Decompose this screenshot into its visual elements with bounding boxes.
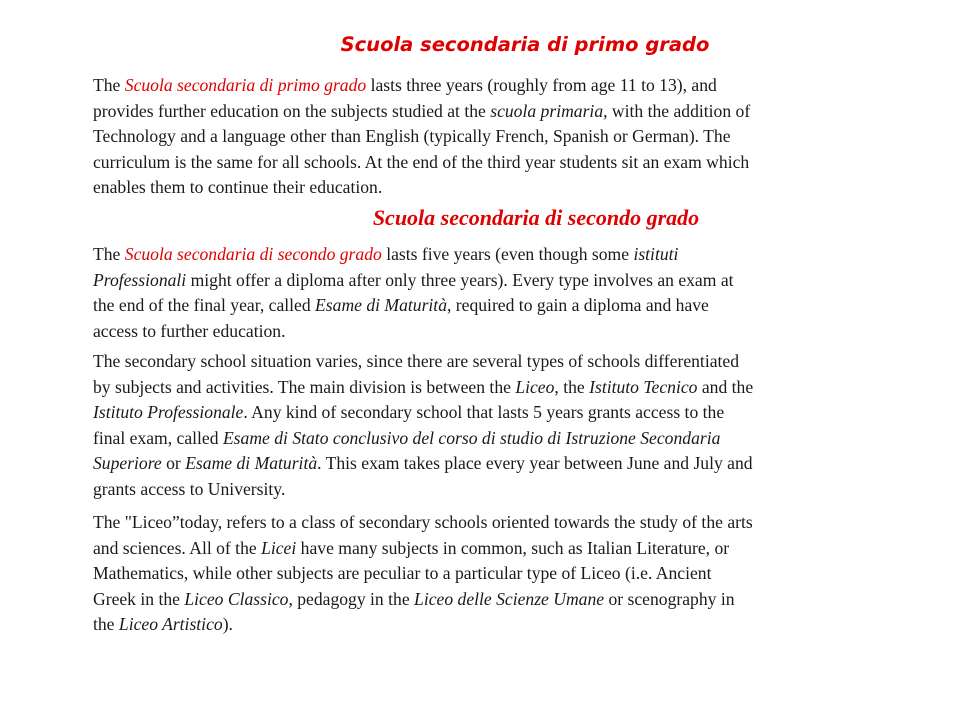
italic-term: Professionali <box>93 269 187 290</box>
italic-term: istituti <box>633 244 679 264</box>
heading-secondo-grado: Scuola secondaria di secondo grado <box>372 205 700 230</box>
text-line <box>93 400 913 426</box>
text-line <box>93 536 913 562</box>
italic-term: Liceo delle Scienze Umane <box>414 588 605 609</box>
text-line: The secondary school situation varies, since there are several types of schools differentiated <box>93 351 740 371</box>
text-span: lasts three years (roughly from age 11 to 13), and <box>366 75 717 95</box>
text-line <box>93 451 913 477</box>
text-line <box>93 612 913 638</box>
text-line: Mathematics, while other subjects are peculiar to a particular type of Liceo (i.e. Ancient <box>93 563 712 583</box>
italic-term: Licei <box>261 537 297 558</box>
text-span: , pedagogy in the <box>288 588 415 609</box>
text-line <box>93 293 913 319</box>
text-span: the end of the final year, called <box>93 295 316 315</box>
text-span: , required to gain a diploma and have <box>447 295 709 315</box>
text-span: and sciences. All of the <box>93 537 262 558</box>
text-span: . Any kind of secondary school that lasts 5 years grants access to the <box>243 402 725 422</box>
text-line: grants access to University. <box>93 478 286 499</box>
paragraph-school-types <box>93 349 913 502</box>
text-line: access to further education. <box>93 320 286 341</box>
text-span: provides further education on the subjects studied at the <box>93 100 491 121</box>
italic-term: Liceo Classico <box>184 588 289 609</box>
text-span: might offer a diploma after only three years). Every type involves an exam at <box>186 269 734 290</box>
text-span: the <box>93 614 119 634</box>
text-span: The <box>93 75 125 95</box>
paragraph-secondo-grado <box>93 242 913 344</box>
text-span: have many subjects in common, such as Italian Literature, or <box>296 537 730 558</box>
italic-term: Istituto Tecnico <box>589 376 698 397</box>
text-line <box>93 426 913 452</box>
text-span: , with the addition of <box>603 100 751 121</box>
text-line <box>93 375 913 401</box>
italic-term: Liceo <box>515 376 555 397</box>
italic-term: Scuola secondaria di primo grado <box>124 75 367 95</box>
text-span: final exam, called <box>93 427 223 448</box>
text-line <box>93 268 913 294</box>
paragraph-primo-grado <box>93 73 913 201</box>
text-span: or <box>161 453 186 473</box>
text-span: or scenography in <box>604 588 735 609</box>
text-span: by subjects and activities. The main division is between the <box>93 376 516 397</box>
text-line: curriculum is the same for all schools. At the end of the third year students sit an exam which <box>93 151 750 172</box>
text-span: and the <box>697 376 754 397</box>
text-span: lasts five years (even though some <box>381 244 634 264</box>
italic-term: scuola primaria <box>490 100 604 121</box>
text-line: The "Liceo”today, refers to a class of secondary schools oriented towards the study of the arts <box>93 512 753 532</box>
italic-term: Esame di Stato conclusivo del corso di studio di Istruzione Secondaria <box>222 427 721 448</box>
italic-term: Scuola secondaria di secondo grado <box>124 244 382 264</box>
text-line <box>93 99 913 125</box>
text-span: . This exam takes place every year between June and July and <box>317 453 753 473</box>
text-line: enables them to continue their education. <box>93 177 383 197</box>
italic-term: Esame di Maturità <box>185 453 318 473</box>
text-line <box>93 587 913 613</box>
text-span: ). <box>222 614 233 634</box>
heading-primo-grado: Scuola secondaria di primo grado <box>340 33 710 56</box>
text-span: , the <box>554 376 590 397</box>
text-span: Greek in the <box>93 588 185 609</box>
text-line: Technology and a language other than English (typically French, Spanish or German). The <box>93 126 731 146</box>
italic-term: Superiore <box>93 453 162 473</box>
text-span: The <box>93 244 125 264</box>
text-line <box>93 242 913 268</box>
italic-term: Liceo Artistico <box>118 614 223 634</box>
italic-term: Istituto Professionale <box>93 402 244 422</box>
paragraph-liceo <box>93 510 913 638</box>
italic-term: Esame di Maturità <box>315 295 447 315</box>
text-line <box>93 73 913 99</box>
